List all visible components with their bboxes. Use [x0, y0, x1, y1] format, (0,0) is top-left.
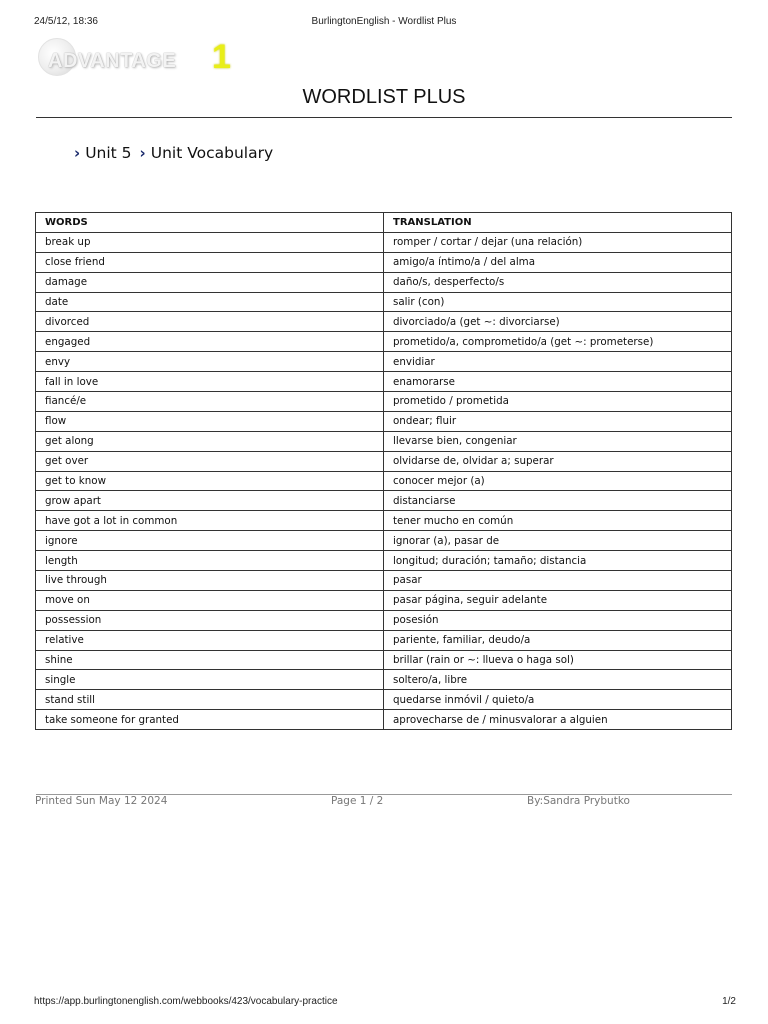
logo-number: 1	[212, 38, 231, 76]
column-header-translation: TRANSLATION	[384, 213, 732, 233]
table-row	[36, 630, 732, 650]
translation-cell: aprovecharse de / minusvalorar a alguien	[384, 710, 732, 730]
breadcrumb-label: Unit Vocabulary	[150, 144, 274, 162]
table-row	[36, 471, 732, 491]
word-cell: have got a lot in common	[36, 511, 384, 531]
translation-cell: olvidarse de, olvidar a; superar	[384, 451, 732, 471]
chevron-right-icon: ›	[74, 144, 81, 162]
translation-cell: distanciarse	[384, 491, 732, 511]
table-row	[36, 372, 732, 392]
table-row	[36, 312, 732, 332]
table-row	[36, 610, 732, 630]
word-cell: fall in love	[36, 372, 384, 392]
breadcrumb	[74, 144, 273, 162]
translation-cell: divorciado/a (get ~: divorciarse)	[384, 312, 732, 332]
word-cell: ignore	[36, 531, 384, 551]
breadcrumb-item-unit[interactable]	[74, 144, 132, 162]
page-title: WORDLIST PLUS	[302, 86, 466, 108]
table-row	[36, 690, 732, 710]
translation-cell: pasar	[384, 571, 732, 591]
word-cell: flow	[36, 411, 384, 431]
word-cell: get along	[36, 431, 384, 451]
translation-cell: amigo/a íntimo/a / del alma	[384, 252, 732, 272]
print-header	[34, 16, 734, 30]
word-cell: fiancé/e	[36, 392, 384, 412]
print-footer	[34, 996, 736, 1008]
word-cell: stand still	[36, 690, 384, 710]
table-row	[36, 670, 732, 690]
table-row	[36, 352, 732, 372]
translation-cell: ignorar (a), pasar de	[384, 531, 732, 551]
translation-cell: pasar página, seguir adelante	[384, 590, 732, 610]
word-cell: move on	[36, 590, 384, 610]
advantage-logo	[38, 38, 238, 78]
breadcrumb-item-vocabulary[interactable]	[140, 144, 274, 162]
translation-cell: soltero/a, libre	[384, 670, 732, 690]
word-cell: get over	[36, 451, 384, 471]
table-row	[36, 411, 732, 431]
translation-cell: tener mucho en común	[384, 511, 732, 531]
table-row	[36, 650, 732, 670]
table-row	[36, 491, 732, 511]
page-number: Page 1 / 2	[331, 795, 384, 807]
word-cell: divorced	[36, 312, 384, 332]
translation-cell: longitud; duración; tamaño; distancia	[384, 551, 732, 571]
table-row	[36, 571, 732, 591]
translation-cell: quedarse inmóvil / quieto/a	[384, 690, 732, 710]
word-cell: single	[36, 670, 384, 690]
translation-cell: daño/s, desperfecto/s	[384, 272, 732, 292]
title-divider	[36, 117, 732, 118]
table-row	[36, 710, 732, 730]
word-cell: possession	[36, 610, 384, 630]
print-date: 24/5/12, 18:36	[34, 16, 98, 27]
translation-cell: ondear; fluir	[384, 411, 732, 431]
table-row	[36, 272, 732, 292]
translation-cell: prometido / prometida	[384, 392, 732, 412]
print-url: https://app.burlingtonenglish.com/webbooks/423/vocabulary-practice	[34, 996, 338, 1007]
table-row	[36, 590, 732, 610]
word-cell: live through	[36, 571, 384, 591]
translation-cell: enamorarse	[384, 372, 732, 392]
translation-cell: pariente, familiar, deudo/a	[384, 630, 732, 650]
word-cell: take someone for granted	[36, 710, 384, 730]
table-row	[36, 451, 732, 471]
print-page-count: 1/2	[722, 996, 736, 1007]
table-header-row	[36, 213, 732, 233]
word-cell: damage	[36, 272, 384, 292]
word-cell: get to know	[36, 471, 384, 491]
word-cell: relative	[36, 630, 384, 650]
table-row	[36, 232, 732, 252]
table-row	[36, 252, 732, 272]
table-row	[36, 551, 732, 571]
breadcrumb-label: Unit 5	[85, 144, 132, 162]
print-document-title: BurlingtonEnglish - Wordlist Plus	[311, 16, 457, 27]
word-cell: date	[36, 292, 384, 312]
vocabulary-table	[35, 212, 732, 730]
author-byline: By:Sandra Prybutko	[527, 795, 630, 807]
translation-cell: prometido/a, comprometido/a (get ~: prometerse)	[384, 332, 732, 352]
word-cell: length	[36, 551, 384, 571]
translation-cell: brillar (rain or ~: llueva o haga sol)	[384, 650, 732, 670]
translation-cell: llevarse bien, congeniar	[384, 431, 732, 451]
table-row	[36, 511, 732, 531]
printed-date: Printed Sun May 12 2024	[35, 795, 168, 807]
word-cell: close friend	[36, 252, 384, 272]
table-row	[36, 392, 732, 412]
column-header-words: WORDS	[36, 213, 384, 233]
word-cell: break up	[36, 232, 384, 252]
page-footer	[35, 795, 732, 809]
translation-cell: romper / cortar / dejar (una relación)	[384, 232, 732, 252]
table-row	[36, 332, 732, 352]
word-cell: envy	[36, 352, 384, 372]
translation-cell: conocer mejor (a)	[384, 471, 732, 491]
translation-cell: posesión	[384, 610, 732, 630]
vocabulary-table-body	[36, 232, 732, 729]
translation-cell: salir (con)	[384, 292, 732, 312]
word-cell: engaged	[36, 332, 384, 352]
table-row	[36, 531, 732, 551]
chevron-right-icon: ›	[139, 144, 146, 162]
table-row	[36, 431, 732, 451]
logo-text: ADVANTAGE	[48, 50, 177, 72]
word-cell: grow apart	[36, 491, 384, 511]
word-cell: shine	[36, 650, 384, 670]
table-row	[36, 292, 732, 312]
translation-cell: envidiar	[384, 352, 732, 372]
